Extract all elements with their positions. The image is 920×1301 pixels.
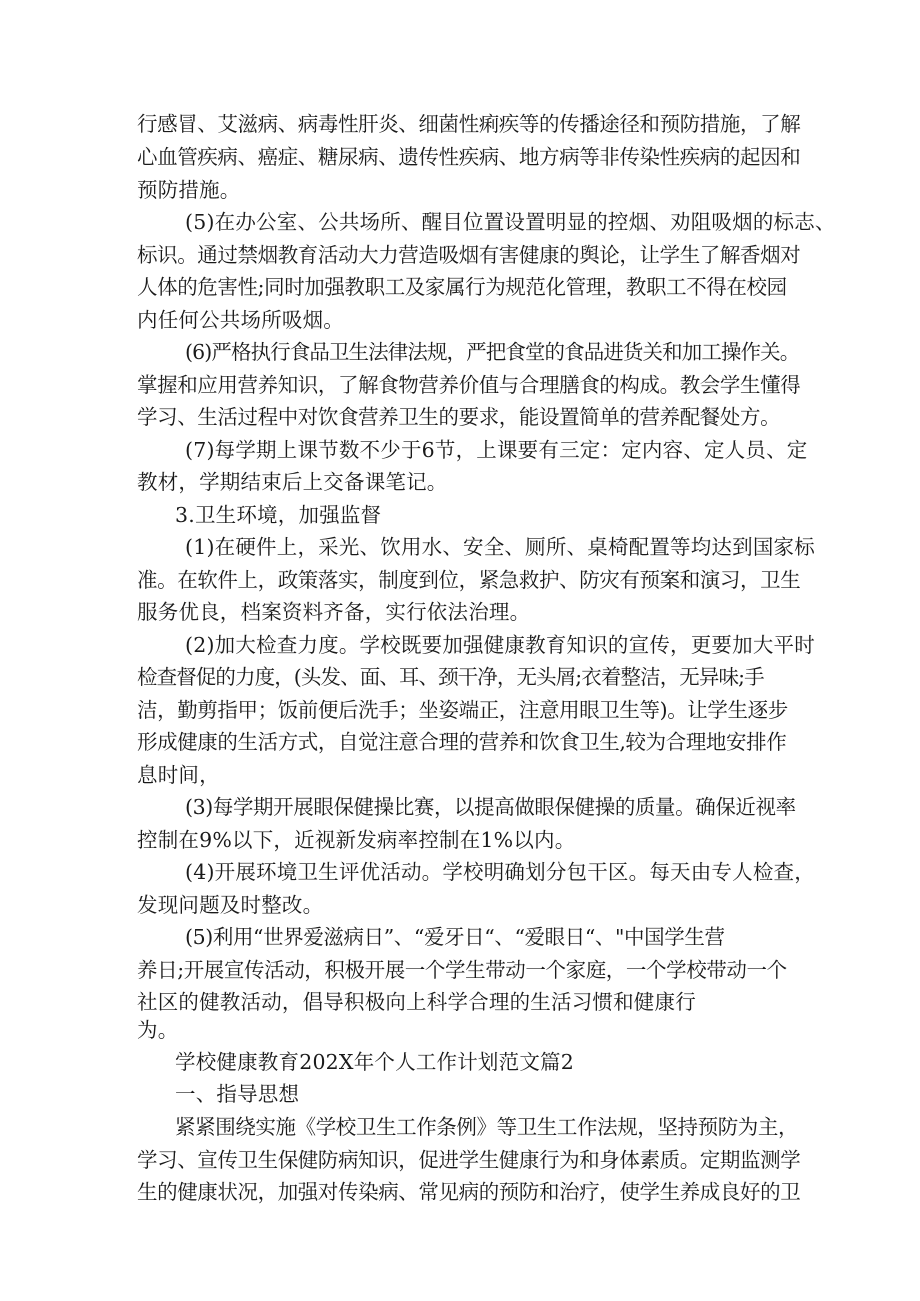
text-line: 掌握和应用营养知识，了解食物营养价值与合理膳食的构成。教会学生懂得 bbox=[137, 373, 801, 397]
text-line: (5)在办公室、公共场所、醒目位置设置明显的控烟、劝阻吸烟的标志、 bbox=[185, 210, 836, 234]
section-heading: 3.卫生环境，加强监督 bbox=[175, 503, 382, 527]
text-line: 紧紧围绕实施《学校卫生工作条例》等卫生工作法规，坚持预防为主， bbox=[175, 1115, 799, 1139]
text-line: 学习、生活过程中对饮食营养卫生的要求，能设置简单的营养配餐处方。 bbox=[137, 405, 781, 429]
text-line: 内任何公共场所吸烟。 bbox=[137, 308, 344, 332]
text-line: 洁，勤剪指甲；饭前便后洗手；坐姿端正，注意用眼卫生等)。让学生逐步 bbox=[137, 698, 788, 722]
text-line: 社区的健教活动，倡导积极向上科学合理的生活习惯和健康行 bbox=[137, 990, 696, 1014]
text-line: (3)每学期开展眼保健操比赛，以提高做眼保健操的质量。确保近视率 bbox=[185, 795, 796, 819]
text-line: 行感冒、艾滋病、病毒性肝炎、细菌性痢疾等的传播途径和预防措施，了解 bbox=[137, 112, 801, 136]
text-line: 息时间， bbox=[137, 763, 220, 787]
text-line: 准。在软件上，政策落实，制度到位，紧急救护、防灾有预案和演习，卫生 bbox=[137, 568, 801, 592]
text-line: 控制在9%以下，近视新发病率控制在1%以内。 bbox=[137, 828, 576, 852]
text-line: (7)每学期上课节数不少于6节，上课要有三定：定内容、定人员、定 bbox=[185, 438, 808, 462]
text-line: (2)加大检查力度。学校既要加强健康教育知识的宣传，更要加大平时 bbox=[185, 633, 815, 657]
text-line: 学习、宣传卫生保健防病知识，促进学生健康行为和身体素质。定期监测学 bbox=[137, 1148, 801, 1172]
text-line: (1)在硬件上，采光、饮用水、安全、厕所、桌椅配置等均达到国家标 bbox=[185, 535, 815, 559]
text-line: 为。 bbox=[137, 1018, 179, 1042]
section-heading: 一、指导思想 bbox=[175, 1082, 300, 1106]
text-line: 检查督促的力度，(头发、面、耳、颈干净，无头屑;衣着整洁，无异味;手 bbox=[137, 665, 764, 689]
text-line: 预防措施。 bbox=[137, 178, 241, 202]
text-line: 教材，学期结束后上交备课笔记。 bbox=[137, 470, 448, 494]
text-line: 人体的危害性;同时加强教职工及家属行为规范化管理，教职工不得在校园 bbox=[137, 275, 787, 299]
text-line: 服务优良，档案资料齐备，实行依法治理。 bbox=[137, 600, 531, 624]
text-line: 养日;开展宣传活动，积极开展一个学生带动一个家庭，一个学校带动一个 bbox=[137, 958, 787, 982]
text-line: 心血管疾病、癌症、糖尿病、遗传性疾病、地方病等非传染性疾病的起因和 bbox=[137, 145, 801, 169]
article-title: 学校健康教育202X年个人工作计划范文篇2 bbox=[175, 1050, 574, 1074]
text-line: (5)利用“世界爱滋病日”、“爱牙日“、“爱眼日“、"中国学生营 bbox=[185, 925, 725, 949]
text-line: (4)开展环境卫生评优活动。学校明确划分包干区。每天由专人检查， bbox=[185, 860, 815, 884]
text-line: (6)严格执行食品卫生法律法规，严把食堂的食品进货关和加工操作关。 bbox=[185, 340, 800, 364]
text-line: 标识。通过禁烟教育活动大力营造吸烟有害健康的舆论，让学生了解香烟对 bbox=[137, 243, 801, 267]
text-line: 发现问题及时整改。 bbox=[137, 893, 324, 917]
text-line: 生的健康状况，加强对传染病、常见病的预防和治疗，使学生养成良好的卫 bbox=[137, 1180, 801, 1204]
text-line: 形成健康的生活方式，自觉注意合理的营养和饮食卫生,较为合理地安排作 bbox=[137, 730, 787, 754]
